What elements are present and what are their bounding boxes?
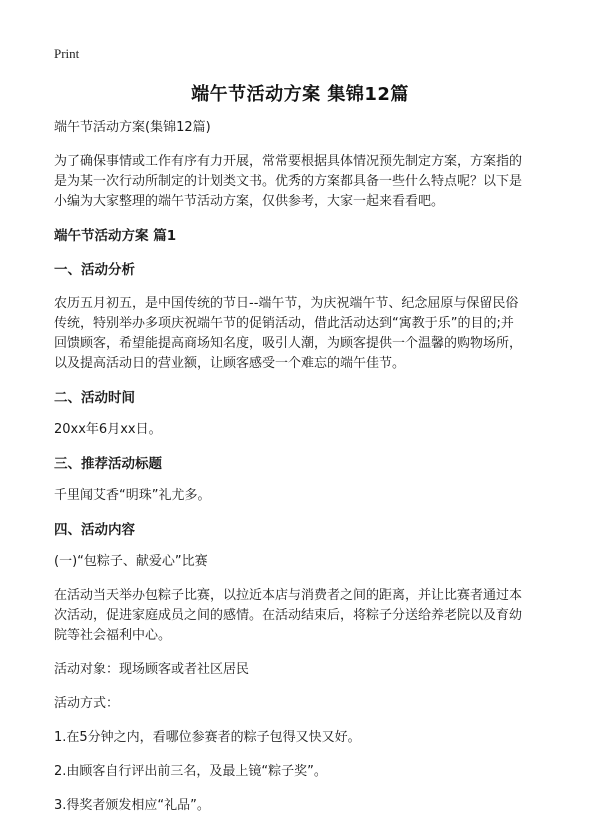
document-title: 端午节活动方案 集锦12篇: [191, 84, 409, 105]
method-item: 3.得奖者颁发相应“礼品”。: [54, 798, 210, 813]
activity-time-text: 20xx年6月xx日。: [54, 422, 162, 437]
analysis-line: 回馈顾客，希望能提高商场知名度，吸引人潮，为顾客提供一个温馨的购物场所，: [54, 336, 523, 351]
intro-paragraph: [54, 152, 550, 212]
activity-title-text: 千里闻艾香“明珠”礼尤多。: [54, 488, 211, 503]
content-line: 院等社会福利中心。: [54, 628, 172, 643]
content-line: 在活动当天举办包粽子比赛，以拉近本店与消费者之间的距离，并让比赛者通过本: [54, 588, 523, 603]
content-line: 次活动，促进家庭成员之间的感情。在活动结束后，将粽子分送给养老院以及育幼: [54, 608, 523, 623]
section-heading-title: 三、推荐活动标题: [54, 456, 162, 472]
activity-method-label: 活动方式：: [54, 696, 120, 711]
method-item: 1.在5分钟之内，看哪位参赛者的粽子包得又快又好。: [54, 730, 361, 745]
intro-line: 小编为大家整理的端午节活动方案，仅供参考，大家一起来看看吧。: [54, 194, 445, 209]
section-heading-time: 二、活动时间: [54, 390, 135, 406]
print-label[interactable]: Print: [54, 46, 80, 61]
analysis-line: 农历五月初五，是中国传统的节日--端午节，为庆祝端午节、纪念屈原与保留民俗: [54, 296, 519, 311]
content-sub-heading: (一)“包粽子、献爱心”比赛: [54, 554, 208, 569]
section-heading-analysis: 一、活动分析: [54, 262, 135, 278]
analysis-paragraph: [54, 294, 550, 374]
analysis-line: 以及提高活动日的营业额，让顾客感受一个难忘的端午佳节。: [54, 356, 406, 371]
intro-line: 为了确保事情或工作有序有力开展，常常要根据具体情况预先制定方案，方案指的: [54, 154, 523, 169]
intro-line: 是为某一次行动所制定的计划类文书。优秀的方案都具备一些什么特点呢？以下是: [54, 174, 523, 189]
activity-target-text: 活动对象：现场顾客或者社区居民: [54, 662, 250, 677]
article-heading: 端午节活动方案 篇1: [54, 228, 177, 244]
content-paragraph: [54, 586, 550, 646]
document-subtitle: 端午节活动方案(集锦12篇): [54, 120, 211, 135]
document-body: [54, 118, 550, 816]
section-heading-content: 四、活动内容: [54, 522, 135, 538]
method-item: 2.由顾客自行评出前三名，及最上镜“粽子奖”。: [54, 764, 327, 779]
analysis-line: 传统，特别举办多项庆祝端午节的促销活动，借此活动达到“寓教于乐”的目的;并: [54, 316, 514, 331]
